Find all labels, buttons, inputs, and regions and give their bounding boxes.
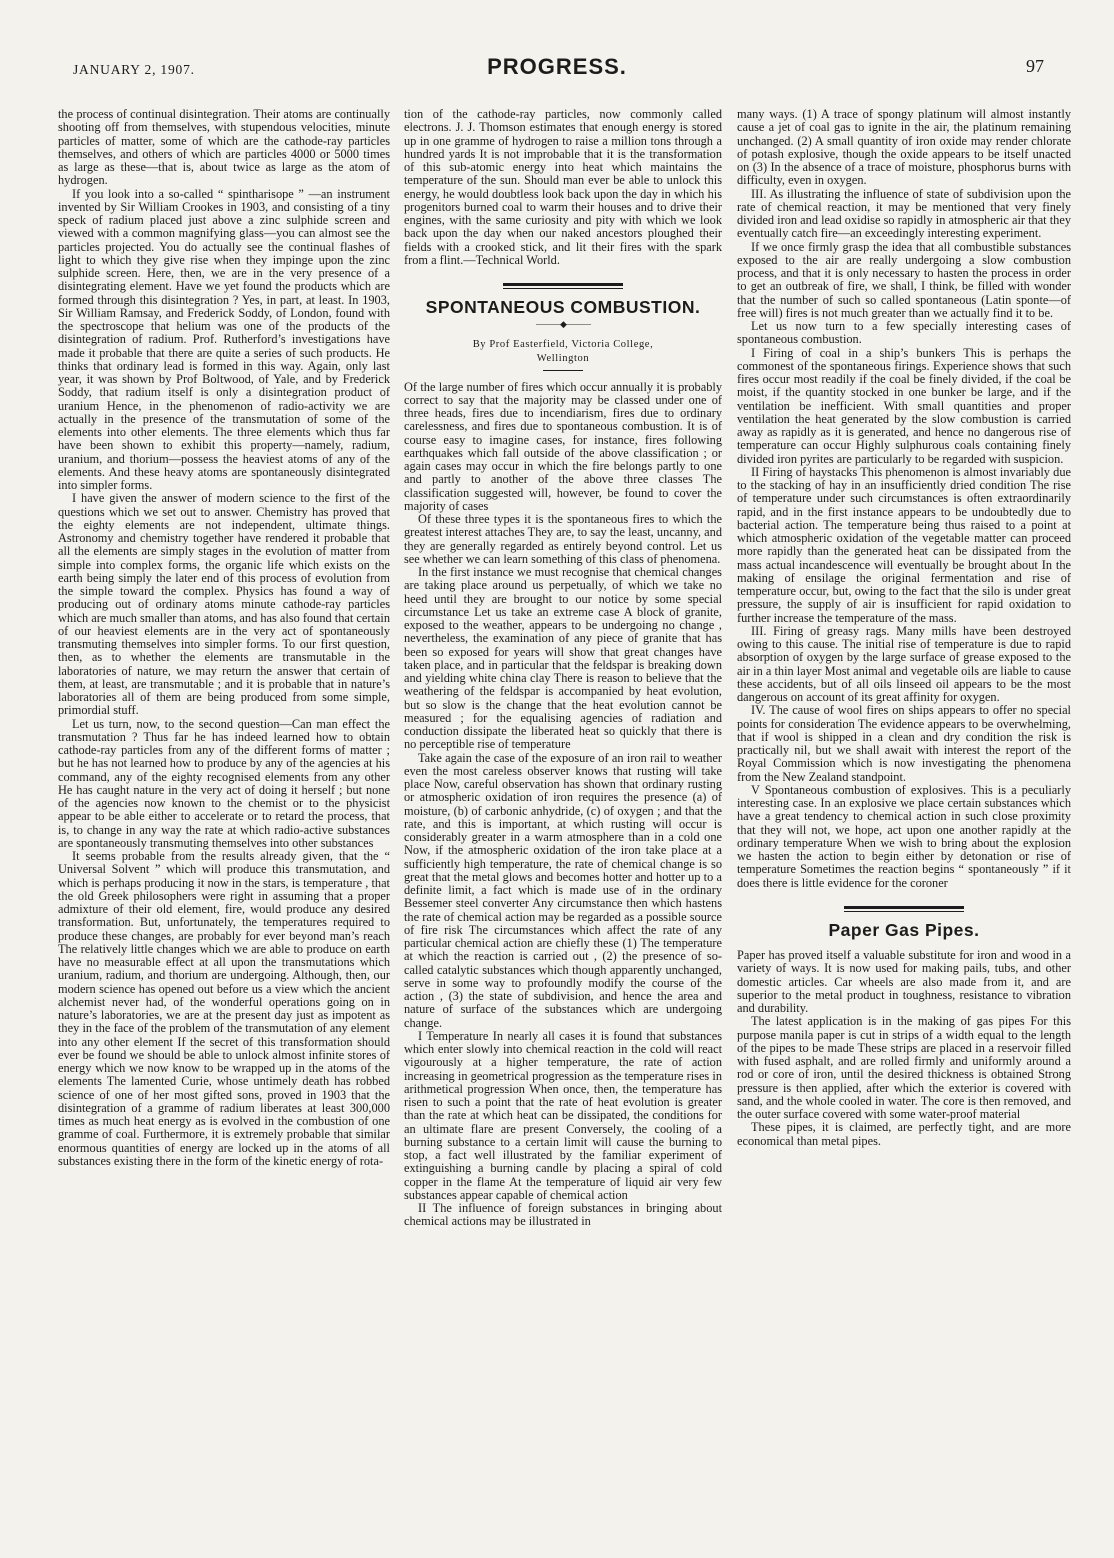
issue-date: JANUARY 2, 1907. xyxy=(73,62,195,77)
paragraph: the process of continual disintegration. Their atoms are continually shooting off from themselves, with stupendous velocities, minute particles of matter, some of which are the cathode-ray particles themselves, and others of which are particles 4000 or 5000 times as large as these—that is, about twice as large as the atom of hydrogen. xyxy=(58,107,390,188)
column-1 xyxy=(58,108,390,1168)
byline xyxy=(404,338,722,366)
page-header xyxy=(0,54,1114,90)
paragraph: many ways. (1) A trace of spongy platinum will almost instantly cause a jet of coal gas to ignite in the air, the platinum remaining unchanged. (2) A small quantity of iron oxide may render chlorate of potash explosive, though the oxide appears to be itself unacted on (3) In the absence of a trace of moisture, phosphorus burns with difficulty, even in oxygen. xyxy=(737,107,1071,188)
paragraph: III. As illustrating the influence of state of subdivision upon the rate of chemical reaction, it may be mentioned that very finely divided iron and lead oxidise so rapidly in atmospheric air that they eventually catch fire—an exceedingly interesting experiment. xyxy=(737,186,1071,241)
column-2 xyxy=(404,108,722,1229)
paragraph: Paper has proved itself a valuable substitute for iron and wood in a variety of ways. It is now used for making pails, tubs, and other domestic articles. Car wheels are also made from it, and are superior to the metal product in toughness, resistance to vibration and durability. xyxy=(737,948,1071,1015)
paragraph: Of the large number of fires which occur annually it is probably correct to say that the majority may be classed under one of three heads, fires due to incendiarism, fires due to ordinary carelessness, and fires due to spontaneous combustion. It is of course easy to imagine cases, for instance, fires following earthquakes which fall outside of the above classification ; or again cases may occur in which the fire belongs partly to one and partly to another of the above three classes The classification suggested will, however, be found to cover the majority of cases xyxy=(404,379,722,513)
paragraph: The latest application is in the making of gas pipes For this purpose manila paper is cut in strips of a width equal to the length of the pipes to be made These strips are placed in a reservoir filled with fused asphalt, and are rolled firmly and uniformly around a rod or core of iron, until the desired thickness is obtained Strong pressure is then applied, after which the exterior is covered with sand, and the whole cooled in water. The core is then removed, and the outer surface covered with some water-proof material xyxy=(737,1014,1071,1121)
paragraph: I Temperature In nearly all cases it is found that substances which enter slowly into chemical reaction in the cold will react vigourously at a higher temperature, the rate of action increasing in geometrical progression as the temperature rises in arithmetical progression When once, then, the temperature has risen to such a point that the rate of heat evolution is greater than the rate at which heat can be dissipated, the conditions for an ultimate flare are present Conversely, the cooling of a burning substance to a certain limit will cause the burning to stop, a fact well illustrated by the familiar experiment of extinguishing a burning candle by placing a spiral of cold copper in the flame At the temperature of liquid air very few substances appear capable of chemical action xyxy=(404,1028,722,1202)
paragraph: If you look into a so-called “ spintharisope ” —an instrument invented by Sir William Crookes in 1903, and consisting of a tiny speck of radium placed just above a zinc sulphide screen and viewed with a common magnifying glass—you can almost see the particles projected. You do actually see the continual flashes of light to which they give rise when they impinge upon the zinc sulphide screen. Here, then, we are in the very presence of a disintegrating element. Have we yet found the products which are formed through this disintegration ? Yes, in part, at least. In 1903, Sir William Ramsay, and Frederick Soddy, of London, found with the spectroscope that helium was one of the products of the disintegration of radium. Prof. Rutherford’s investigations have made it probable that there are quite a series of such products. He thinks that ordinary lead is formed in this way. Again, only last year, it was shown by Prof Boltwood, of Yale, and by Frederick Soddy, that radium itself is only a disintegration product of uranium Hence, in the phenomenon of radio-activity we are actually in the presence of the transmutation of some of the elements into other elements. The three elements which thus far have been shown to exhibit this property—namely, radium, uranium, and thorium—possess the heaviest atoms of any of the elements. And these heavy atoms are spontaneously disintegrated into simpler forms. xyxy=(58,186,390,492)
paragraph: V Spontaneous combustion of explosives. This is a peculiarly interesting case. In an explosive we place certain substances which have a great tendency to chemical action in such close proximity that they will not, we hope, act upon one another rapidly at the ordinary temperature When we wish to bring about the explosion we hasten the action to begin either by detonation or rise of temperature Sometimes the reaction begins “ spontaneously ” if it does there is little evidence for the coroner xyxy=(737,782,1071,890)
paragraph: Take again the case of the exposure of an iron rail to weather even the most careless observer knows that rusting will take place Now, careful observation has shown that ordinary rusting or atmospheric oxidation of iron requires the presence (a) of moisture, (b) of carbonic anhydride, (c) of oxygen ; and that the rate, and this is important, at which rusting will occur is considerably greater in a warm atmosphere than in a cold one Now, if the atmospheric oxidation of the iron take place at a sufficiently high temperature, the rate of chemical change is so great that the metal glows and becomes hotter and hotter up to a definite limit, a fact which is made use of in the ordinary Bessemer steel converter Any circumstance then which hastens the rate of chemical action may be regarded as a possible source of fire risk The circumstances which affect the rate of any particular chemical action are chiefly these (1) The temperature at which the reaction is carried out , (2) the presence of so-called catalytic substances which though apparently unchanged, serve in some way to profoundly modify the course of the action , (3) the state of subdivision, and hence the area and nature of surface of the substances which are undergoing change. xyxy=(404,750,722,1030)
paragraph: In the first instance we must recognise that chemical changes are taking place around us perpetually, of which we take no heed until they are brought to our notice by some special circumstance Let us take an extreme case A block of granite, exposed to the weather, appears to be undergoing no change , nevertheless, the examination of any piece of granite that has been so exposed for years will show that great changes have taken place, and in particular that the feldspar is breaking down and yielding white china clay There is reason to believe that the weathering of the feldspar is accompanied by heat evolution, but so slow is the change that the heat evolution cannot be measured ; for the equalising agencies of radiation and conduction dissipate the liberated heat so quickly that there is no perceptible rise of temperature xyxy=(404,565,722,752)
paragraph: Let us turn, now, to the second question—Can man effect the transmutation ? Thus far he has indeed learned how to obtain cathode-ray particles from any of the different forms of matter ; but he has not learned how to produce by any of the agencies at his command, any of the eighty recognised elements from any other He has caught nature in the very act of doing it herself ; but none of the agencies now known to the chemist or to the physicist appear to be able either to accelerate or to retard the process, that is, to change in any way the rate at which radio-active substances are spontaneously transmuting themselves into other substances xyxy=(58,716,390,850)
byline-place: Wellington xyxy=(536,352,590,364)
ornament-divider: ———◆——— xyxy=(536,319,590,330)
paragraph: tion of the cathode-ray particles, now commonly called electrons. J. J. Thomson estimates that enough energy is stored up in one gramme of hydrogen to raise a million tons through a hundred yards It is not improbable that it is the transformation of this sub-atomic energy into heat which maintains the temperature of the sun. Should man ever be able to unlock this energy, he would doubtless look back upon the day in which his progenitors burned coal to warm their houses and to drive their engines, with the same curiosity and pity with which we look back upon the day when our naked ancestors ploughed their fields with a crooked stick, and lit their fires with the spark from a flint.—Technical World. xyxy=(404,107,722,267)
paragraph: II The influence of foreign substances in bringing about chemical actions may be illustrated in xyxy=(404,1201,722,1229)
short-rule xyxy=(543,370,583,371)
paragraph: Of these three types it is the spontaneous fires to which the greatest interest attaches They are, to say the least, uncanny, and they are generally regarded as entirely beyond control. Let us see whether we can learn something of this class of phenomena. xyxy=(404,512,722,566)
paragraph: II Firing of haystacks This phenomenon is almost invariably due to the stacking of hay in an insufficiently dried condition The rise of temperature under such circumstances is often extraordinarily rapid, and in the first instance appears to be undoubtedly due to bacterial action. The temperature being thus raised to a point at which atmospheric oxidation of the vegetable matter can proceed more rapidly than the generated heat can be dissipated from the mass actual incandescence will eventually be brought about In the making of ensilage the original fermentation and rise of temperature occur, but, owing to the fact that the silo is under great pressure, the supply of air is insufficient for rapid oxidation to further increase the temperature of the mass. xyxy=(737,464,1071,625)
article-headline: SPONTANEOUS COMBUSTION. xyxy=(425,297,701,317)
paragraph: I have given the answer of modern science to the first of the questions which we set out to answer. Chemistry has proved that the eighty elements are not independent, ultimate things. Astronomy and chemistry together have rendered it probable that all the elements are simply stages in the evolution of matter from simple into complex forms, the organic life which exists on the earth being simply the later end of this process of evolution from the simple toward the complex. Physics has found a way of producing out of ordinary atoms minute cathode-ray particles which are much smaller than atoms, and has also found that certain of our heaviest elements are in the very act of spontaneously transmuting themselves into simpler forms. To our first question, then, as to whether the elements are transmutable in the laboratories of nature, we may return the answer that certain of them, at least, are transmutable ; and it is probable that in nature’s laboratories all of them are being produced from some simple, primordial stuff. xyxy=(58,491,390,718)
section-divider xyxy=(503,283,623,289)
article-headline: Paper Gas Pipes. xyxy=(828,919,980,940)
paragraph: IV. The cause of wool fires on ships appears to offer no special points for consideration The evidence appears to be overwhelming, that if wool is shipped in a clean and dry condition the risk is practically nil, but we shall await with interest the report of the Royal Commission which is now investigating the phenomena from the New Zealand standpoint. xyxy=(737,703,1071,784)
page-number: 97 xyxy=(1026,56,1044,76)
column-3 xyxy=(737,108,1071,1148)
paragraph: These pipes, it is claimed, are perfectly tight, and are more economical than metal pipes. xyxy=(737,1120,1071,1148)
paragraph: If we once firmly grasp the idea that all combustible substances exposed to the air are really undergoing a slow combustion process, and that it is only necessary to hasten the process in order to get an outbreak of fire, we shall, I think, be filled with wonder that the number of such so called spontaneous (Latin sponte—of free will) fires is not much greater than we actually find it to be. xyxy=(737,239,1071,320)
paragraph: III. Firing of greasy rags. Many mills have been destroyed owing to this cause. The initial rise of temperature is due to rapid absorption of oxygen by the large surface of grease exposed to the air in a thin layer Most animal and vegetable oils are liable to cause these accidents, but of all oils linseed oil appears to be the most dangerous on account of its great affinity for oxygen. xyxy=(737,623,1071,704)
byline-author: By Prof Easterfield, Victoria College, xyxy=(472,338,654,350)
section-divider xyxy=(844,906,964,912)
paragraph: I Firing of coal in a ship’s bunkers This is perhaps the commonest of the spontaneous firings. Experience shows that such fires occur most readily if the coal be finely divided, if the coal be moist, if the quantity stocked in one bunker be large, and if the ventilation be inefficient. With small quantities and proper ventilation the heat generated by the slow combustion is carried away as rapidly as it is generated, and hence no dangerous rise of temperature can occur Highly sulphurous coals containing finely divided iron pyrites are particularly to be regarded with suspicion. xyxy=(737,345,1071,466)
paragraph: Let us now turn to a few specially interesting cases of spontaneous combustion. xyxy=(737,319,1071,347)
paragraph: It seems probable from the results already given, that the “ Universal Solvent ” which will produce this transmutation, and which is perhaps producing it now in the stars, is temperature , that the old Greek philosophers were right in assuming that a proper admixture of their old element, fire, would produce any desired transformation. But, unfortunately, the temperatures required to produce these changes, are probably for ever beyond man’s reach The relatively little changes which we are able to produce on earth have no measurable effect at all upon the transmutations which uranium, radium, and thorium are undergoing. Although, then, our modern science has opened out before us a view which the ancient alchemist never had, of the wonderful operations going on in nature’s laboratories, we are at the present day just as impotent as they in the face of the problem of the transmutation of any element into any other element If the secret of this transformation should ever be found we should be able to unlock almost infinite stores of energy which we now know to be wrapped up in the atoms of the elements The lamented Curie, whose untimely death has robbed science of one of her most gifted sons, proved in 1903 that the disintegration of a gramme of radium liberates at least 300,000 times as much heat energy as is evolved in the combustion of one gramme of coal. Furthermore, it is extremely probable that similar enormous quantities of energy are locked up in the atoms of all substances existing there in the form of the kinetic energy of rota- xyxy=(58,849,390,1168)
masthead-title: PROGRESS. xyxy=(487,54,627,79)
